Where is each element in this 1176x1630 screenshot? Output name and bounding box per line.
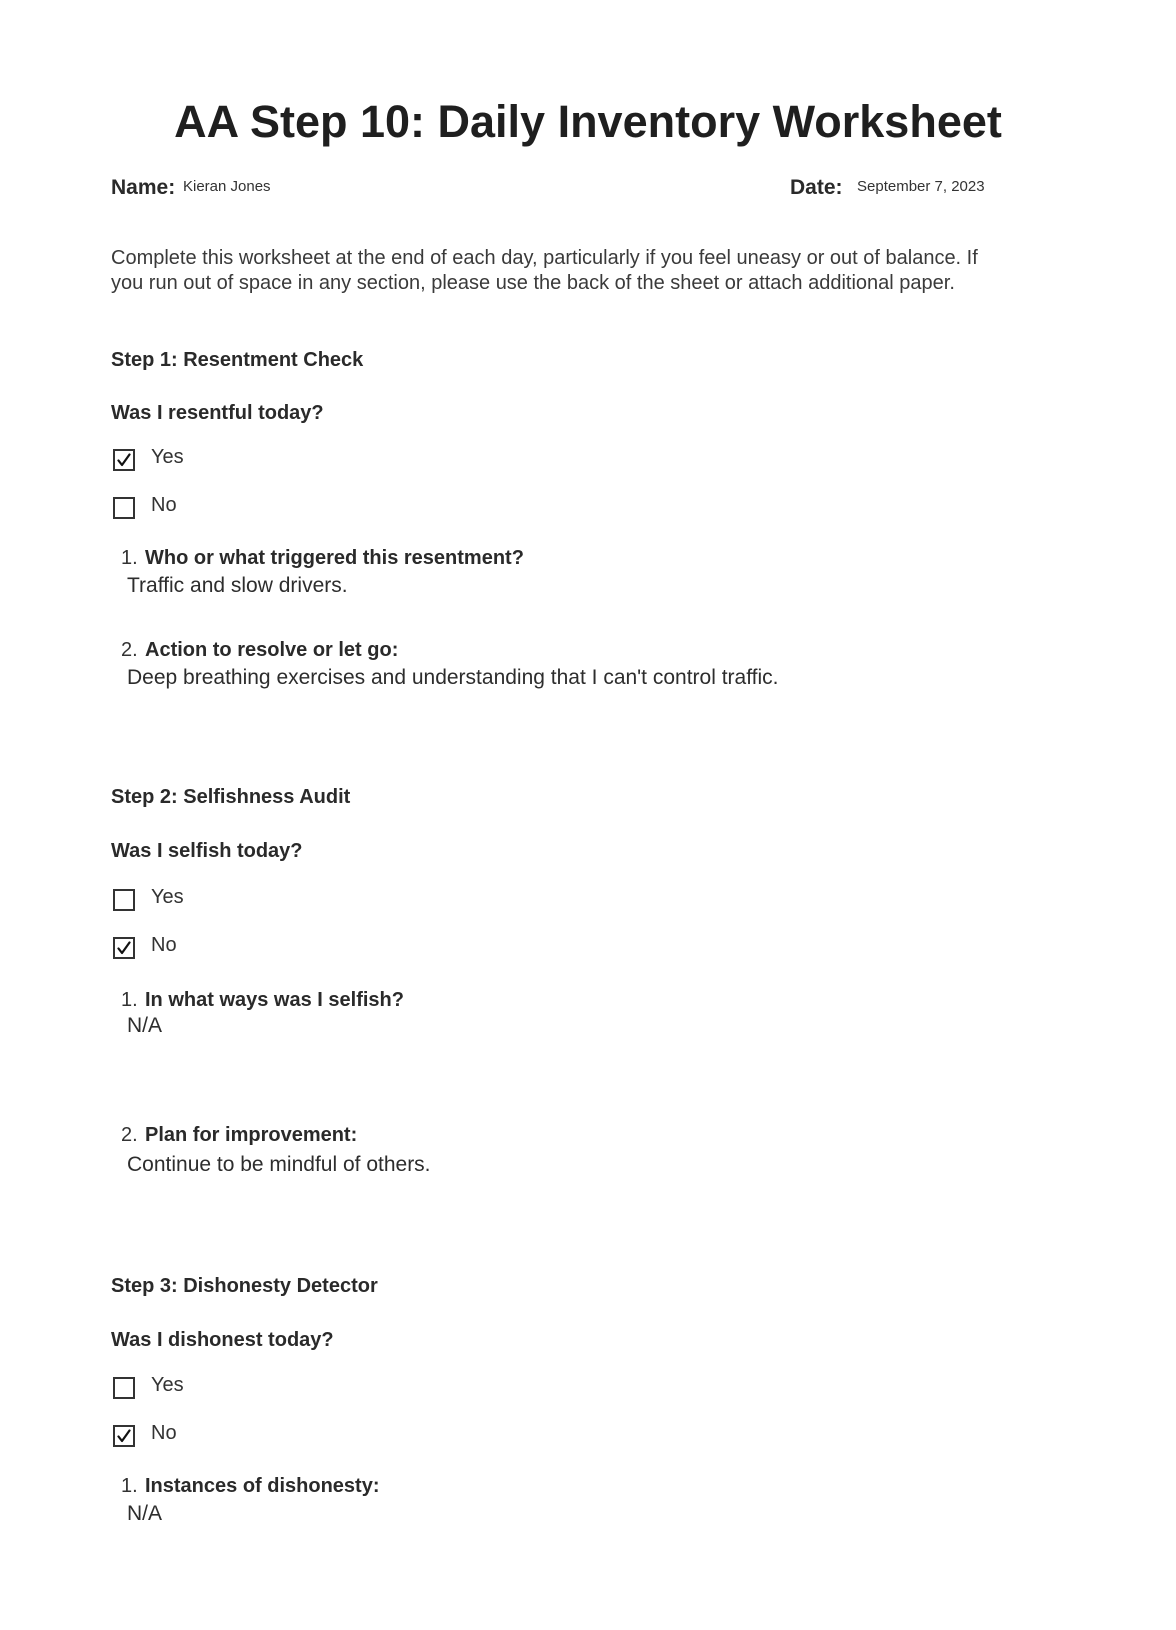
step2-item2-label: Plan for improvement: (145, 1124, 358, 1146)
step2-item1-number: 1. (121, 989, 138, 1011)
step1-question: Was I resentful today? (111, 402, 324, 424)
checkmark-icon (116, 1428, 132, 1444)
checkmark-icon (116, 940, 132, 956)
step2-item1-answer[interactable]: N/A (127, 1014, 163, 1037)
step2-heading: Step 2: Selfishness Audit (111, 786, 351, 808)
step1-yes-label: Yes (151, 446, 184, 468)
step3-yes-checkbox[interactable] (113, 1377, 135, 1399)
step1-no-checkbox[interactable] (113, 497, 135, 519)
step1-item2-label: Action to resolve or let go: (145, 639, 399, 661)
step3-no-label: No (151, 1422, 177, 1444)
step1-item1-label: Who or what triggered this resentment? (145, 547, 524, 569)
step1-item1-answer[interactable]: Traffic and slow drivers. (127, 574, 348, 597)
step3-heading: Step 3: Dishonesty Detector (111, 1275, 378, 1297)
step2-item1-label: In what ways was I selfish? (145, 989, 404, 1011)
step1-yes-checkbox[interactable] (113, 449, 135, 471)
step3-item1-label: Instances of dishonesty: (145, 1475, 380, 1497)
name-value[interactable]: Kieran Jones (183, 178, 271, 195)
step2-yes-checkbox[interactable] (113, 889, 135, 911)
step2-item2-number: 2. (121, 1124, 138, 1146)
step1-no-label: No (151, 494, 177, 516)
step2-no-label: No (151, 934, 177, 956)
step3-no-checkbox[interactable] (113, 1425, 135, 1447)
step3-yes-label: Yes (151, 1374, 184, 1396)
step3-item1-answer[interactable]: N/A (127, 1502, 163, 1525)
step1-item1-number: 1. (121, 547, 138, 569)
step3-item1-number: 1. (121, 1475, 138, 1497)
date-value[interactable]: September 7, 2023 (857, 178, 985, 195)
step2-no-checkbox[interactable] (113, 937, 135, 959)
checkmark-icon (116, 452, 132, 468)
page-title: AA Step 10: Daily Inventory Worksheet (174, 96, 1002, 147)
step1-heading: Step 1: Resentment Check (111, 349, 364, 371)
step2-item2-answer[interactable]: Continue to be mindful of others. (127, 1153, 431, 1176)
step3-question: Was I dishonest today? (111, 1329, 334, 1351)
date-label: Date: (790, 176, 843, 199)
step2-question: Was I selfish today? (111, 840, 303, 862)
name-label: Name: (111, 176, 176, 199)
step1-item2-answer[interactable]: Deep breathing exercises and understanding that I can't control traffic. (127, 666, 779, 689)
intro-paragraph: Complete this worksheet at the end of each day, particularly if you feel uneasy or out of balance. If you run out of space in any section, please use the back of the sheet or attach additional paper. (111, 247, 978, 294)
step2-yes-label: Yes (151, 886, 184, 908)
step1-item2-number: 2. (121, 639, 138, 661)
